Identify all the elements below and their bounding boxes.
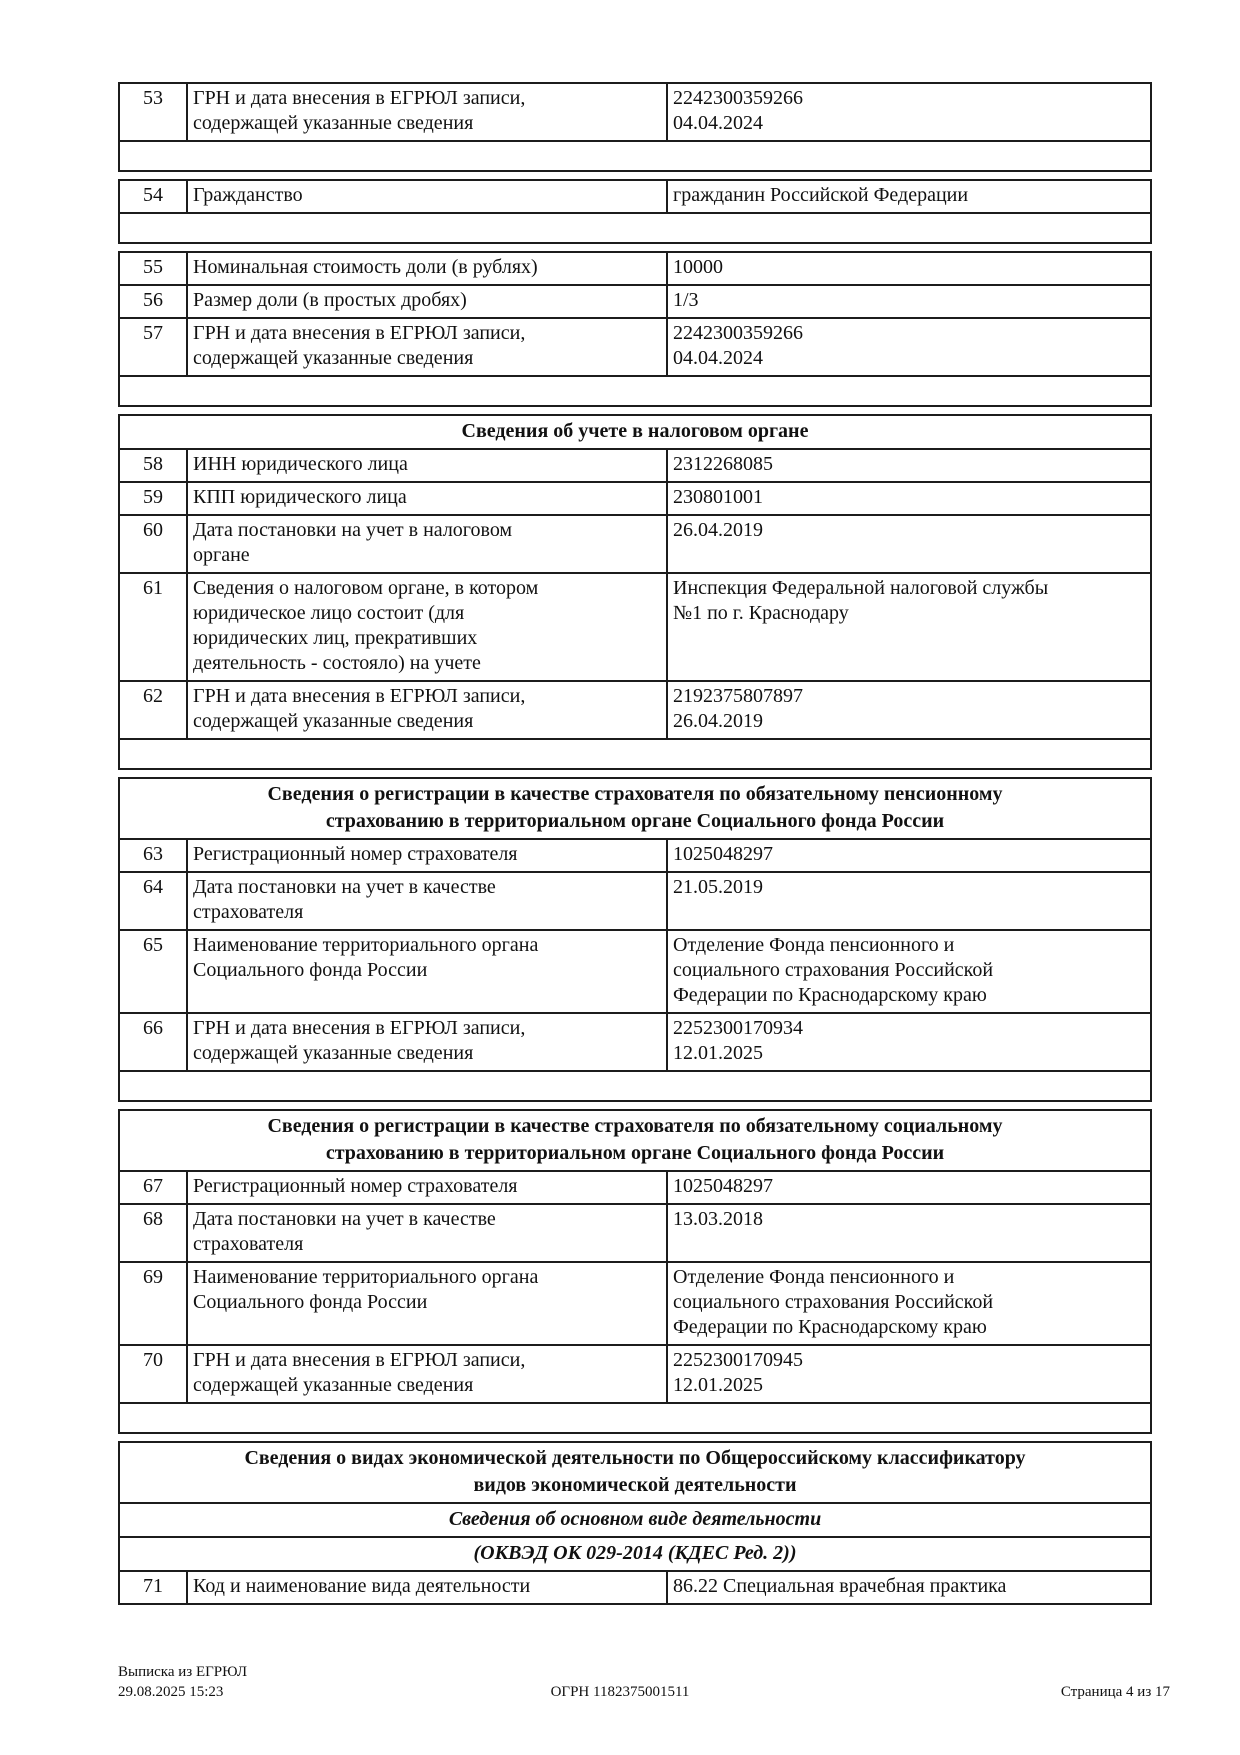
row-number-cell: 57	[120, 319, 188, 375]
label-line: Регистрационный номер страхователя	[193, 1175, 518, 1197]
label-line: Сведения о налоговом органе, в котором	[193, 577, 539, 599]
value-line: 10000	[673, 256, 723, 278]
value-line: 04.04.2024	[673, 347, 763, 369]
row-value-cell	[668, 450, 1150, 481]
section-header-line: видов экономической деятельности	[473, 1474, 797, 1496]
row-number-cell: 71	[120, 1572, 188, 1603]
footer-page-number: Страница 4 из 17	[1060, 1684, 1170, 1700]
footer-datetime: 29.08.2025 15:23	[118, 1684, 224, 1700]
row-label-cell	[188, 181, 668, 212]
section-header	[120, 779, 1150, 838]
section-header-line: страхованию в территориальном органе Социального фонда России	[325, 1142, 945, 1164]
section-header-line: Сведения о видах экономической деятельности по Общероссийскому классификатору	[244, 1447, 1026, 1469]
row-value-cell	[668, 840, 1150, 871]
row-label-cell	[188, 450, 668, 481]
row-label-cell	[188, 682, 668, 738]
row-number-cell: 70	[120, 1346, 188, 1402]
section-header	[120, 1111, 1150, 1170]
row-label-cell	[188, 873, 668, 929]
value-line: Федерации по Краснодарскому краю	[673, 1316, 987, 1338]
value-line: 13.03.2018	[673, 1208, 763, 1230]
value-line: 26.04.2019	[673, 519, 763, 541]
row-value-cell	[668, 1572, 1150, 1603]
section-header	[120, 1502, 1150, 1536]
row-number-cell: 54	[120, 181, 188, 212]
row-number-cell: 62	[120, 682, 188, 738]
page-footer	[0, 1662, 1240, 1704]
row-number-cell: 67	[120, 1172, 188, 1203]
row-label-cell	[188, 1014, 668, 1070]
label-line: Наименование территориального органа	[193, 934, 539, 956]
row-value-cell	[668, 253, 1150, 284]
row-value-cell	[668, 574, 1150, 680]
table-section-row-54	[118, 179, 1152, 214]
table-row	[120, 84, 1150, 140]
label-line: содержащей указанные сведения	[193, 112, 474, 134]
label-line: Номинальная стоимость доли (в рублях)	[193, 256, 538, 278]
row-number-cell: 66	[120, 1014, 188, 1070]
row-value-cell	[668, 1014, 1150, 1070]
row-value-cell	[668, 319, 1150, 375]
value-line: 1/3	[673, 289, 699, 311]
label-line: ГРН и дата внесения в ЕГРЮЛ записи,	[193, 322, 526, 344]
row-value-cell	[668, 873, 1150, 929]
value-line: социального страхования Российской	[673, 959, 994, 981]
row-number-cell: 63	[120, 840, 188, 871]
section-header	[120, 1443, 1150, 1502]
table-row	[120, 929, 1150, 1012]
table-row	[120, 1012, 1150, 1070]
table-row	[120, 284, 1150, 317]
value-line: 1025048297	[673, 1175, 773, 1197]
row-label-cell	[188, 1263, 668, 1344]
table-row	[120, 448, 1150, 481]
row-label-cell	[188, 516, 668, 572]
row-number-cell: 64	[120, 873, 188, 929]
table-row	[120, 181, 1150, 212]
table-row	[120, 572, 1150, 680]
row-number-cell: 60	[120, 516, 188, 572]
section-spacer	[118, 142, 1152, 172]
value-line: №1 по г. Краснодару	[673, 602, 849, 624]
table-row	[120, 1570, 1150, 1603]
label-line: Дата постановки на учет в качестве	[193, 876, 496, 898]
table-section-social-insurance-registration	[118, 1109, 1152, 1404]
label-line: ГРН и дата внесения в ЕГРЮЛ записи,	[193, 1349, 526, 1371]
table-row	[120, 1170, 1150, 1203]
label-line: Социального фонда России	[193, 1291, 428, 1313]
row-number-cell: 58	[120, 450, 188, 481]
table-row	[120, 1344, 1150, 1402]
row-label-cell	[188, 931, 668, 1012]
label-line: содержащей указанные сведения	[193, 1374, 474, 1396]
row-number-cell: 59	[120, 483, 188, 514]
value-line: 12.01.2025	[673, 1374, 763, 1396]
section-spacer	[118, 740, 1152, 770]
footer-ogrn: ОГРН 1182375001511	[550, 1684, 690, 1700]
table-row	[120, 680, 1150, 738]
value-line: Инспекция Федеральной налоговой службы	[673, 577, 1049, 599]
label-line: Регистрационный номер страхователя	[193, 843, 518, 865]
section-spacer	[118, 377, 1152, 407]
row-number-cell: 53	[120, 84, 188, 140]
label-line: органе	[193, 544, 250, 566]
table-row	[120, 1203, 1150, 1261]
value-line: 04.04.2024	[673, 112, 763, 134]
row-label-cell	[188, 84, 668, 140]
label-line: ГРН и дата внесения в ЕГРЮЛ записи,	[193, 685, 526, 707]
section-header	[120, 416, 1150, 448]
row-value-cell	[668, 931, 1150, 1012]
row-number-cell: 56	[120, 286, 188, 317]
table-section-row-53	[118, 82, 1152, 142]
row-value-cell	[668, 1205, 1150, 1261]
value-line: 230801001	[673, 486, 763, 508]
row-value-cell	[668, 483, 1150, 514]
label-line: содержащей указанные сведения	[193, 1042, 474, 1064]
value-line: 2242300359266	[673, 87, 803, 109]
label-line: страхователя	[193, 1233, 304, 1255]
table-row	[120, 514, 1150, 572]
value-line: 2312268085	[673, 453, 773, 475]
value-line: гражданин Российской Федерации	[673, 184, 969, 206]
section-header	[120, 1536, 1150, 1570]
row-label-cell	[188, 253, 668, 284]
row-label-cell	[188, 286, 668, 317]
section-header-line: Сведения о регистрации в качестве страхователя по обязательному социальному	[267, 1115, 1003, 1137]
label-line: ГРН и дата внесения в ЕГРЮЛ записи,	[193, 87, 526, 109]
label-line: Наименование территориального органа	[193, 1266, 539, 1288]
table-section-okved-activity	[118, 1441, 1152, 1605]
label-line: содержащей указанные сведения	[193, 710, 474, 732]
row-number-cell: 68	[120, 1205, 188, 1261]
row-number-cell: 65	[120, 931, 188, 1012]
section-header-line: Сведения о регистрации в качестве страхователя по обязательному пенсионному	[267, 783, 1003, 805]
row-label-cell	[188, 840, 668, 871]
table-row	[120, 1261, 1150, 1344]
value-line: Отделение Фонда пенсионного и	[673, 1266, 955, 1288]
label-line: ГРН и дата внесения в ЕГРЮЛ записи,	[193, 1017, 526, 1039]
table-section-pension-insurance-registration	[118, 777, 1152, 1072]
value-line: Отделение Фонда пенсионного и	[673, 934, 955, 956]
section-spacer	[118, 1072, 1152, 1102]
table-row	[120, 871, 1150, 929]
label-line: ИНН юридического лица	[193, 453, 408, 475]
label-line: КПП юридического лица	[193, 486, 407, 508]
table-row	[120, 481, 1150, 514]
row-label-cell	[188, 1205, 668, 1261]
row-label-cell	[188, 483, 668, 514]
row-value-cell	[668, 1346, 1150, 1402]
value-line: 2252300170934	[673, 1017, 803, 1039]
row-label-cell	[188, 574, 668, 680]
row-label-cell	[188, 1172, 668, 1203]
row-number-cell: 61	[120, 574, 188, 680]
label-line: страхователя	[193, 901, 304, 923]
footer-doc-type: Выписка из ЕГРЮЛ	[118, 1664, 247, 1680]
section-spacer	[118, 214, 1152, 244]
value-line: 2192375807897	[673, 685, 803, 707]
label-line: юридическое лицо состоит (для	[193, 602, 465, 624]
label-line: Дата постановки на учет в качестве	[193, 1208, 496, 1230]
section-spacer	[118, 1404, 1152, 1434]
table-row	[120, 317, 1150, 375]
row-label-cell	[188, 1346, 668, 1402]
label-line: содержащей указанные сведения	[193, 347, 474, 369]
value-line: 26.04.2019	[673, 710, 763, 732]
label-line: деятельность - состояло) на учете	[193, 652, 481, 674]
egrul-extract-table	[118, 82, 1152, 1605]
label-line: Социального фонда России	[193, 959, 428, 981]
label-line: Код и наименование вида деятельности	[193, 1575, 531, 1597]
table-row	[120, 253, 1150, 284]
row-value-cell	[668, 286, 1150, 317]
section-header-line: (ОКВЭД ОК 029-2014 (КДЕС Ред. 2))	[473, 1542, 797, 1564]
value-line: 2242300359266	[673, 322, 803, 344]
table-section-rows-55-57	[118, 251, 1152, 377]
table-row	[120, 838, 1150, 871]
section-header-line: страхованию в территориальном органе Социального фонда России	[325, 810, 945, 832]
label-line: юридических лиц, прекративших	[193, 627, 478, 649]
row-value-cell	[668, 1172, 1150, 1203]
row-number-cell: 69	[120, 1263, 188, 1344]
value-line: 1025048297	[673, 843, 773, 865]
section-header-line: Сведения об учете в налоговом органе	[461, 420, 809, 442]
value-line: 12.01.2025	[673, 1042, 763, 1064]
label-line: Дата постановки на учет в налоговом	[193, 519, 513, 541]
row-value-cell	[668, 84, 1150, 140]
row-value-cell	[668, 682, 1150, 738]
section-header-line: Сведения об основном виде деятельности	[448, 1508, 822, 1530]
label-line: Размер доли (в простых дробях)	[193, 289, 467, 311]
value-line: 86.22 Специальная врачебная практика	[673, 1575, 1007, 1597]
row-number-cell: 55	[120, 253, 188, 284]
row-value-cell	[668, 181, 1150, 212]
value-line: социального страхования Российской	[673, 1291, 994, 1313]
row-label-cell	[188, 1572, 668, 1603]
value-line: Федерации по Краснодарскому краю	[673, 984, 987, 1006]
row-label-cell	[188, 319, 668, 375]
value-line: 21.05.2019	[673, 876, 763, 898]
row-value-cell	[668, 516, 1150, 572]
row-value-cell	[668, 1263, 1150, 1344]
value-line: 2252300170945	[673, 1349, 803, 1371]
table-section-tax-registration	[118, 414, 1152, 740]
label-line: Гражданство	[193, 184, 303, 206]
